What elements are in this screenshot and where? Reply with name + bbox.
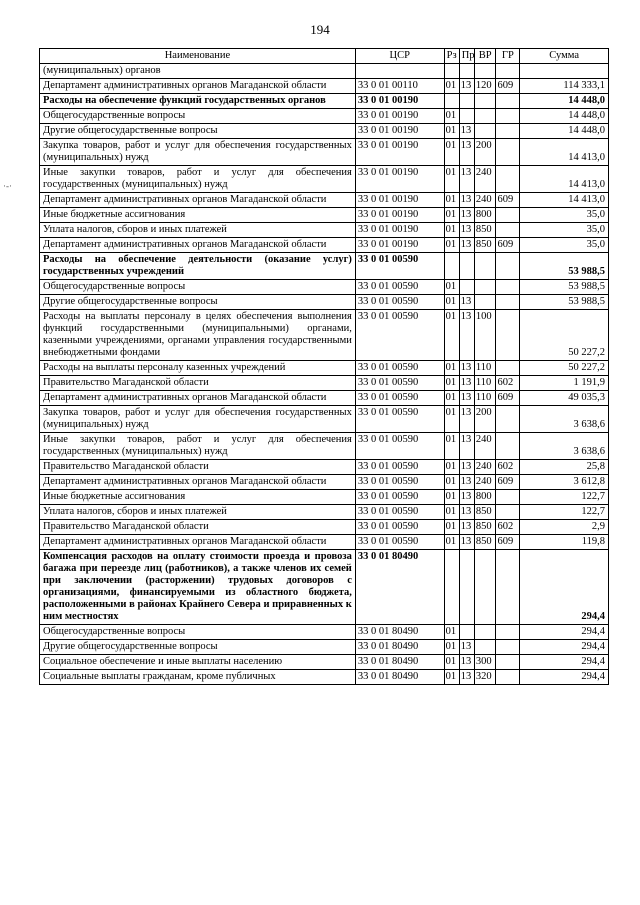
cell-sum: 14 448,0	[520, 94, 609, 109]
table-row	[40, 109, 609, 124]
cell-vr: 240	[474, 166, 496, 193]
cell-csr: 33 0 01 00590	[355, 520, 444, 535]
cell-vr	[474, 625, 496, 640]
cell-vr: 110	[474, 376, 496, 391]
cell-pr: 13	[459, 460, 474, 475]
table-row	[40, 193, 609, 208]
cell-csr: 33 0 01 00110	[355, 79, 444, 94]
cell-vr: 300	[474, 655, 496, 670]
column-header-vr: ВР	[474, 49, 496, 64]
cell-name: Департамент административных органов Магаданской области	[40, 193, 356, 208]
table-row	[40, 310, 609, 361]
cell-vr: 240	[474, 460, 496, 475]
cell-rz: 01	[444, 391, 459, 406]
table-row	[40, 535, 609, 550]
cell-csr: 33 0 01 00590	[355, 475, 444, 490]
cell-gr	[496, 655, 520, 670]
cell-rz	[444, 64, 459, 79]
cell-vr: 240	[474, 475, 496, 490]
cell-csr: 33 0 01 00590	[355, 391, 444, 406]
table-row	[40, 460, 609, 475]
table-row	[40, 505, 609, 520]
table-row	[40, 376, 609, 391]
table-row	[40, 640, 609, 655]
column-header-csr: ЦСР	[355, 49, 444, 64]
cell-pr	[459, 64, 474, 79]
cell-pr: 13	[459, 79, 474, 94]
cell-gr	[496, 550, 520, 625]
cell-rz: 01	[444, 376, 459, 391]
cell-gr	[496, 625, 520, 640]
cell-pr: 13	[459, 655, 474, 670]
table-row	[40, 520, 609, 535]
column-header-pr: Пр	[459, 49, 474, 64]
cell-gr: 602	[496, 376, 520, 391]
cell-rz: 01	[444, 670, 459, 685]
cell-pr: 13	[459, 535, 474, 550]
cell-vr: 120	[474, 79, 496, 94]
cell-vr	[474, 109, 496, 124]
cell-name: Закупка товаров, работ и услуг для обеспечения государственных (муниципальных) нужд	[40, 139, 356, 166]
cell-name: Расходы на выплаты персоналу казенных учреждений	[40, 361, 356, 376]
cell-csr: 33 0 01 00190	[355, 208, 444, 223]
cell-csr: 33 0 01 80490	[355, 655, 444, 670]
column-header-rz: Рз	[444, 49, 459, 64]
cell-gr	[496, 505, 520, 520]
cell-csr: 33 0 01 00590	[355, 376, 444, 391]
table-row	[40, 223, 609, 238]
cell-sum: 35,0	[520, 223, 609, 238]
table-row	[40, 64, 609, 79]
cell-rz: 01	[444, 475, 459, 490]
cell-rz	[444, 94, 459, 109]
cell-vr	[474, 295, 496, 310]
cell-sum: 25,8	[520, 460, 609, 475]
cell-sum	[520, 64, 609, 79]
cell-pr: 13	[459, 208, 474, 223]
cell-name: Расходы на обеспечение деятельности (оказание услуг) государственных учреждений	[40, 253, 356, 280]
cell-gr	[496, 640, 520, 655]
cell-sum: 122,7	[520, 505, 609, 520]
cell-rz: 01	[444, 433, 459, 460]
cell-name: Закупка товаров, работ и услуг для обеспечения государственных (муниципальных) нужд	[40, 406, 356, 433]
cell-pr: 13	[459, 238, 474, 253]
cell-pr: 13	[459, 124, 474, 139]
cell-csr: 33 0 01 00190	[355, 166, 444, 193]
cell-pr: 13	[459, 670, 474, 685]
cell-name: Социальное обеспечение и иные выплаты населению	[40, 655, 356, 670]
cell-rz: 01	[444, 625, 459, 640]
cell-gr	[496, 280, 520, 295]
cell-gr	[496, 490, 520, 505]
cell-gr: 609	[496, 238, 520, 253]
cell-rz: 01	[444, 361, 459, 376]
cell-pr	[459, 94, 474, 109]
cell-rz	[444, 550, 459, 625]
cell-sum: 50 227,2	[520, 361, 609, 376]
cell-vr: 200	[474, 406, 496, 433]
cell-csr: 33 0 01 00190	[355, 223, 444, 238]
column-header-sum: Сумма	[520, 49, 609, 64]
cell-csr: 33 0 01 00590	[355, 460, 444, 475]
cell-name: Общегосударственные вопросы	[40, 109, 356, 124]
table-body	[40, 64, 609, 685]
cell-vr	[474, 253, 496, 280]
budget-table	[39, 48, 609, 685]
cell-sum: 3 638,6	[520, 406, 609, 433]
cell-sum: 294,4	[520, 670, 609, 685]
cell-gr	[496, 109, 520, 124]
cell-sum: 50 227,2	[520, 310, 609, 361]
table-row	[40, 166, 609, 193]
cell-sum: 1 191,9	[520, 376, 609, 391]
cell-pr: 13	[459, 295, 474, 310]
cell-gr	[496, 253, 520, 280]
cell-name: Департамент административных органов Магаданской области	[40, 238, 356, 253]
table-row	[40, 238, 609, 253]
cell-pr: 13	[459, 406, 474, 433]
cell-pr	[459, 280, 474, 295]
cell-csr: 33 0 01 00190	[355, 139, 444, 166]
cell-vr: 850	[474, 223, 496, 238]
cell-csr: 33 0 01 00590	[355, 433, 444, 460]
cell-sum: 53 988,5	[520, 280, 609, 295]
cell-pr: 13	[459, 361, 474, 376]
cell-sum: 35,0	[520, 208, 609, 223]
cell-gr: 609	[496, 79, 520, 94]
column-header-gr: ГР	[496, 49, 520, 64]
cell-pr: 13	[459, 223, 474, 238]
cell-pr: 13	[459, 139, 474, 166]
cell-rz: 01	[444, 79, 459, 94]
cell-vr	[474, 124, 496, 139]
cell-name: (муниципальных) органов	[40, 64, 356, 79]
cell-name: Другие общегосударственные вопросы	[40, 640, 356, 655]
cell-vr: 850	[474, 520, 496, 535]
cell-csr: 33 0 01 00590	[355, 280, 444, 295]
cell-pr	[459, 253, 474, 280]
cell-pr: 13	[459, 505, 474, 520]
cell-pr: 13	[459, 640, 474, 655]
cell-rz	[444, 253, 459, 280]
cell-gr	[496, 94, 520, 109]
table-row	[40, 550, 609, 625]
cell-csr: 33 0 01 80490	[355, 550, 444, 625]
cell-name: Департамент административных органов Магаданской области	[40, 391, 356, 406]
table-header-row	[40, 49, 609, 64]
column-header-name: Наименование	[40, 49, 356, 64]
cell-name: Иные бюджетные ассигнования	[40, 490, 356, 505]
cell-vr: 850	[474, 535, 496, 550]
cell-pr	[459, 550, 474, 625]
cell-gr	[496, 223, 520, 238]
cell-name: Иные бюджетные ассигнования	[40, 208, 356, 223]
cell-csr: 33 0 01 80490	[355, 625, 444, 640]
cell-vr: 200	[474, 139, 496, 166]
table-row	[40, 406, 609, 433]
cell-gr	[496, 361, 520, 376]
cell-name: Правительство Магаданской области	[40, 460, 356, 475]
cell-csr: 33 0 01 00190	[355, 94, 444, 109]
cell-sum: 14 448,0	[520, 109, 609, 124]
cell-csr	[355, 64, 444, 79]
cell-vr: 110	[474, 361, 496, 376]
cell-vr: 110	[474, 391, 496, 406]
cell-sum: 14 413,0	[520, 139, 609, 166]
cell-vr: 850	[474, 505, 496, 520]
cell-name: Департамент административных органов Магаданской области	[40, 475, 356, 490]
cell-sum: 14 413,0	[520, 193, 609, 208]
cell-rz: 01	[444, 208, 459, 223]
cell-gr	[496, 208, 520, 223]
cell-sum: 294,4	[520, 550, 609, 625]
cell-pr: 13	[459, 193, 474, 208]
cell-name: Уплата налогов, сборов и иных платежей	[40, 223, 356, 238]
cell-csr: 33 0 01 00590	[355, 253, 444, 280]
cell-rz: 01	[444, 166, 459, 193]
cell-name: Департамент административных органов Магаданской области	[40, 535, 356, 550]
table-row	[40, 208, 609, 223]
cell-vr: 240	[474, 433, 496, 460]
cell-vr	[474, 640, 496, 655]
table-row	[40, 79, 609, 94]
cell-gr	[496, 124, 520, 139]
cell-vr: 240	[474, 193, 496, 208]
cell-gr	[496, 406, 520, 433]
cell-sum: 53 988,5	[520, 295, 609, 310]
table-row	[40, 433, 609, 460]
cell-rz: 01	[444, 310, 459, 361]
cell-rz: 01	[444, 238, 459, 253]
cell-pr: 13	[459, 166, 474, 193]
cell-gr	[496, 433, 520, 460]
cell-gr	[496, 670, 520, 685]
cell-csr: 33 0 01 00590	[355, 295, 444, 310]
cell-name: Уплата налогов, сборов и иных платежей	[40, 505, 356, 520]
cell-sum: 14 413,0	[520, 166, 609, 193]
cell-sum: 114 333,1	[520, 79, 609, 94]
cell-name: Компенсация расходов на оплату стоимости проезда и провоза багажа при переезде лиц (работников), а также членов их семей при заключении (расторжении) трудовых договоров с организациями, финансируемыми из областного бюджета, расположенными в районах Крайнего Севера и приравненных к ним местностях	[40, 550, 356, 625]
cell-sum: 2,9	[520, 520, 609, 535]
cell-rz: 01	[444, 640, 459, 655]
cell-rz: 01	[444, 655, 459, 670]
cell-gr	[496, 64, 520, 79]
cell-rz: 01	[444, 193, 459, 208]
cell-vr	[474, 64, 496, 79]
cell-rz: 01	[444, 295, 459, 310]
cell-name: Правительство Магаданской области	[40, 376, 356, 391]
cell-csr: 33 0 01 00590	[355, 361, 444, 376]
table-row	[40, 253, 609, 280]
cell-sum: 122,7	[520, 490, 609, 505]
cell-pr	[459, 625, 474, 640]
cell-sum: 49 035,3	[520, 391, 609, 406]
cell-csr: 33 0 01 80490	[355, 670, 444, 685]
table-row	[40, 280, 609, 295]
cell-name: Общегосударственные вопросы	[40, 280, 356, 295]
cell-sum: 294,4	[520, 640, 609, 655]
cell-csr: 33 0 01 80490	[355, 640, 444, 655]
cell-rz: 01	[444, 505, 459, 520]
table-row	[40, 490, 609, 505]
cell-name: Общегосударственные вопросы	[40, 625, 356, 640]
cell-sum: 294,4	[520, 655, 609, 670]
cell-rz: 01	[444, 460, 459, 475]
cell-vr: 320	[474, 670, 496, 685]
table-row	[40, 94, 609, 109]
table-row	[40, 475, 609, 490]
cell-csr: 33 0 01 00590	[355, 310, 444, 361]
cell-sum: 294,4	[520, 625, 609, 640]
cell-pr: 13	[459, 520, 474, 535]
table-row	[40, 295, 609, 310]
cell-csr: 33 0 01 00590	[355, 535, 444, 550]
cell-pr: 13	[459, 475, 474, 490]
cell-name: Правительство Магаданской области	[40, 520, 356, 535]
cell-gr: 609	[496, 475, 520, 490]
page-number: 194	[310, 22, 330, 37]
cell-gr	[496, 295, 520, 310]
cell-name: Расходы на обеспечение функций государственных органов	[40, 94, 356, 109]
cell-vr: 800	[474, 208, 496, 223]
table-row	[40, 670, 609, 685]
cell-sum: 35,0	[520, 238, 609, 253]
margin-mark: ·-·	[3, 181, 12, 191]
cell-pr: 13	[459, 433, 474, 460]
cell-name: Иные закупки товаров, работ и услуг для обеспечения государственных (муниципальных) нужд	[40, 166, 356, 193]
cell-csr: 33 0 01 00590	[355, 406, 444, 433]
table-row	[40, 124, 609, 139]
table-row	[40, 361, 609, 376]
cell-vr	[474, 550, 496, 625]
cell-rz: 01	[444, 406, 459, 433]
cell-name: Другие общегосударственные вопросы	[40, 124, 356, 139]
cell-gr	[496, 166, 520, 193]
cell-gr: 602	[496, 460, 520, 475]
cell-sum: 3 638,6	[520, 433, 609, 460]
table-row	[40, 139, 609, 166]
cell-sum: 14 448,0	[520, 124, 609, 139]
table-row	[40, 625, 609, 640]
cell-gr: 602	[496, 520, 520, 535]
cell-csr: 33 0 01 00190	[355, 124, 444, 139]
cell-vr: 850	[474, 238, 496, 253]
cell-pr: 13	[459, 310, 474, 361]
cell-csr: 33 0 01 00590	[355, 505, 444, 520]
cell-gr	[496, 139, 520, 166]
cell-rz: 01	[444, 280, 459, 295]
cell-name: Социальные выплаты гражданам, кроме публичных	[40, 670, 356, 685]
cell-rz: 01	[444, 535, 459, 550]
cell-pr: 13	[459, 376, 474, 391]
cell-vr: 800	[474, 490, 496, 505]
cell-pr	[459, 109, 474, 124]
cell-name: Департамент административных органов Магаданской области	[40, 79, 356, 94]
cell-csr: 33 0 01 00190	[355, 109, 444, 124]
cell-csr: 33 0 01 00590	[355, 490, 444, 505]
cell-vr	[474, 94, 496, 109]
cell-rz: 01	[444, 520, 459, 535]
table-row	[40, 655, 609, 670]
cell-name: Другие общегосударственные вопросы	[40, 295, 356, 310]
cell-csr: 33 0 01 00190	[355, 193, 444, 208]
cell-gr: 609	[496, 193, 520, 208]
cell-sum: 119,8	[520, 535, 609, 550]
table-row	[40, 391, 609, 406]
cell-sum: 53 988,5	[520, 253, 609, 280]
cell-pr: 13	[459, 391, 474, 406]
cell-gr: 609	[496, 391, 520, 406]
cell-vr: 100	[474, 310, 496, 361]
cell-sum: 3 612,8	[520, 475, 609, 490]
cell-rz: 01	[444, 139, 459, 166]
cell-name: Расходы на выплаты персоналу в целях обеспечения выполнения функций государственными (муниципальными) органами, казенными учреждениями, органами управления государственными внебюджетными фондами	[40, 310, 356, 361]
cell-rz: 01	[444, 124, 459, 139]
cell-rz: 01	[444, 109, 459, 124]
cell-pr: 13	[459, 490, 474, 505]
cell-name: Иные закупки товаров, работ и услуг для обеспечения государственных (муниципальных) нужд	[40, 433, 356, 460]
cell-gr: 609	[496, 535, 520, 550]
cell-gr	[496, 310, 520, 361]
cell-vr	[474, 280, 496, 295]
cell-rz: 01	[444, 223, 459, 238]
cell-rz: 01	[444, 490, 459, 505]
cell-csr: 33 0 01 00190	[355, 238, 444, 253]
